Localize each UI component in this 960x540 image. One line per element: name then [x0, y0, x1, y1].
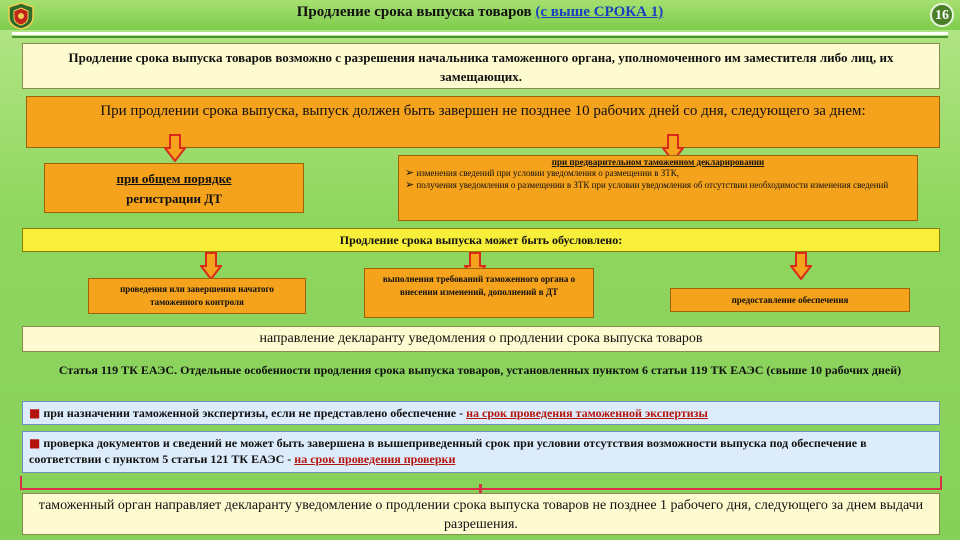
general-procedure-box — [44, 163, 304, 213]
intro-text: Продление срока выпуска товаров возможно с разрешения начальника таможенного органа, уполномоченного им заместителя либо лиц, их замещающих. — [68, 50, 894, 84]
header-divider-green — [12, 36, 948, 38]
article-note — [40, 362, 920, 378]
special-case-text: при назначении таможенной экспертизы, если не представлено обеспечение - — [43, 406, 467, 420]
title-link[interactable]: (с выше СРОКА 1) — [535, 4, 664, 20]
article-note-text: Статья 119 ТК ЕАЭС. Отдельные особенности продления срока выпуска товаров, установленных пунктом 6 статьи 119 ТК ЕАЭС (свыше 10 рабочих дней) — [58, 363, 902, 377]
prelim-heading: при предварительном таможенном декларировании — [551, 157, 765, 167]
general-line-1: при общем порядке — [116, 171, 232, 186]
arrow-bullet-icon: ➢ — [405, 178, 415, 191]
preliminary-declaration-box — [398, 155, 918, 221]
title-main: Продление срока выпуска товаров — [296, 4, 532, 20]
page-title — [0, 4, 960, 21]
page-number-badge: 16 — [930, 3, 954, 27]
special-case-link[interactable]: на срок проведения таможенной экспертизы — [466, 406, 708, 420]
condition-text: проведения или завершения начатого таможенного контроля — [120, 284, 274, 307]
final-note-box — [22, 493, 940, 535]
condition-box-security — [670, 288, 910, 312]
arrow-down-icon — [200, 252, 222, 280]
special-case-text: проверка документов и сведений не может быть завершена в вышеприведенный срок при условии отсутствия возможности выпуска под обеспечение в соответствии с пунктом 5 статьи 121 ТК ЕАЭС - — [29, 436, 867, 466]
prelim-item-2 — [405, 179, 911, 191]
general-line-2: регистрации ДТ — [126, 191, 222, 206]
condition-text: предоставление обеспечения — [731, 295, 849, 305]
special-case-expertise — [22, 401, 940, 425]
square-bullet-icon: ■ — [29, 436, 41, 450]
special-case-link[interactable]: на срок проведения проверки — [294, 452, 456, 466]
arrow-bullet-icon: ➢ — [405, 166, 415, 179]
condition-text: выполнения требований таможенного органа о внесении изменений, дополнений в ДТ — [382, 274, 576, 297]
square-bullet-icon: ■ — [29, 406, 41, 420]
final-note-text: таможенный орган направляет декларанту уведомление о продлении срока выпуска товаров не позднее 1 рабочего дня, следующего за днем выдачи разрешения. — [38, 498, 924, 532]
condition-box-control — [88, 278, 306, 314]
arrow-down-icon — [790, 252, 812, 280]
header-divider-white — [12, 32, 948, 35]
special-case-inspection — [22, 431, 940, 473]
conditional-heading-box — [22, 228, 940, 252]
notice-bar — [22, 326, 940, 352]
conditional-heading-text: Продление срока выпуска может быть обусловлено: — [339, 233, 623, 247]
notice-bar-text: направление декларанту уведомления о продлении срока выпуска товаров — [259, 331, 703, 346]
prelim-item-2-text: получения уведомления о размещении в ЗТК при условии уведомления об отсутствии необходимости изменения сведений — [416, 180, 889, 190]
arrow-down-icon — [164, 134, 186, 162]
prelim-item-1-text: изменения сведений при условии уведомления о размещении в ЗТК, — [416, 168, 680, 178]
condition-box-changes — [364, 268, 594, 318]
prelim-item-1 — [405, 167, 911, 179]
release-note-text: При продлении срока выпуска, выпуск должен быть завершен не позднее 10 рабочих дней со дня, следующего за днем: — [100, 103, 866, 119]
intro-box — [22, 43, 940, 89]
